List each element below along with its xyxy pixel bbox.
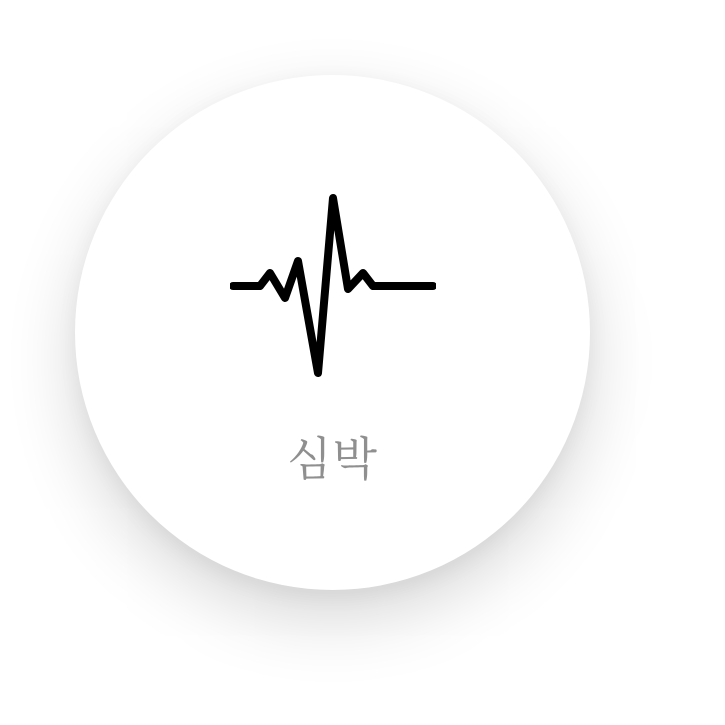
- heart-rate-label: 심박: [287, 432, 378, 486]
- pulse-line: [233, 198, 433, 373]
- heart-rate-button[interactable]: [75, 75, 590, 590]
- heartbeat-pulse-icon: [230, 193, 436, 379]
